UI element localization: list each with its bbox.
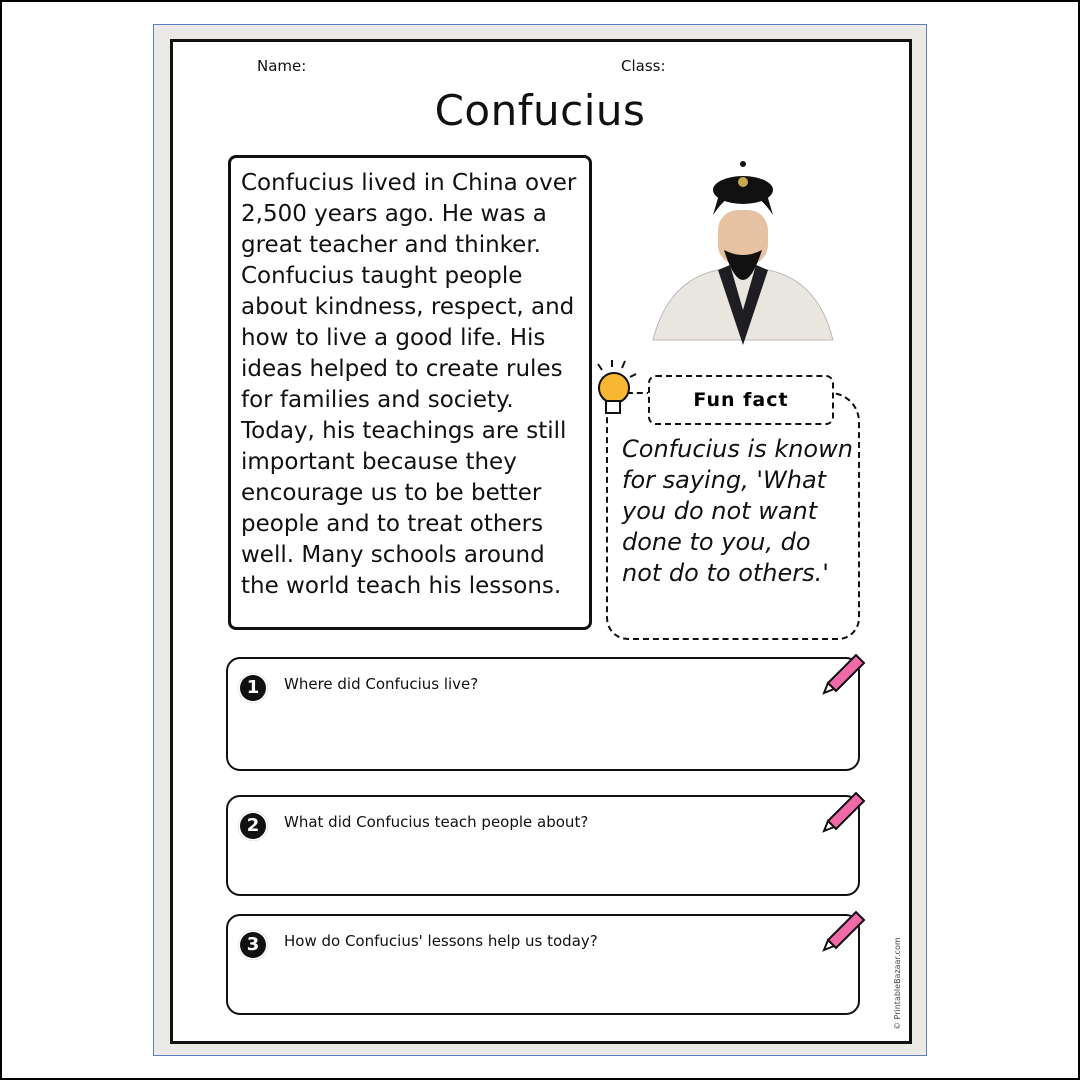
question-number-2: 2	[238, 811, 268, 841]
lightbulb-icon	[592, 358, 642, 420]
fun-fact-text: Confucius is known for saying, 'What you do not want done to you, do not do to others.'	[622, 435, 853, 587]
question-box-1[interactable]	[226, 657, 860, 771]
class-label: Class:	[621, 57, 666, 75]
page-title: Confucius	[434, 86, 646, 135]
question-box-3[interactable]	[226, 914, 860, 1015]
reading-passage: Confucius lived in China over 2,500 years ago. He was a great teacher and thinker. Confucius taught people about kindness, respect, and how to live a good life. His ideas helped to create rules for families and society. Today, his teachings are still important because they encourage us to be better people and to treat others well. Many schools around the world teach his lessons.	[228, 155, 592, 630]
question-box-2[interactable]	[226, 795, 860, 896]
question-text-2: What did Confucius teach people about?	[284, 813, 589, 831]
question-text-1: Where did Confucius live?	[284, 675, 479, 693]
pencil-icon	[820, 651, 870, 695]
pencil-icon	[820, 908, 870, 952]
question-number-1: 1	[238, 673, 268, 703]
question-text-3: How do Confucius' lessons help us today?	[284, 932, 598, 950]
pencil-icon	[820, 789, 870, 833]
fun-fact-title: Fun fact	[648, 375, 834, 425]
question-number-3: 3	[238, 930, 268, 960]
copyright-credit: © PrintableBazaar.com	[893, 937, 902, 1030]
name-label: Name:	[257, 57, 307, 75]
confucius-portrait-image	[648, 160, 838, 345]
